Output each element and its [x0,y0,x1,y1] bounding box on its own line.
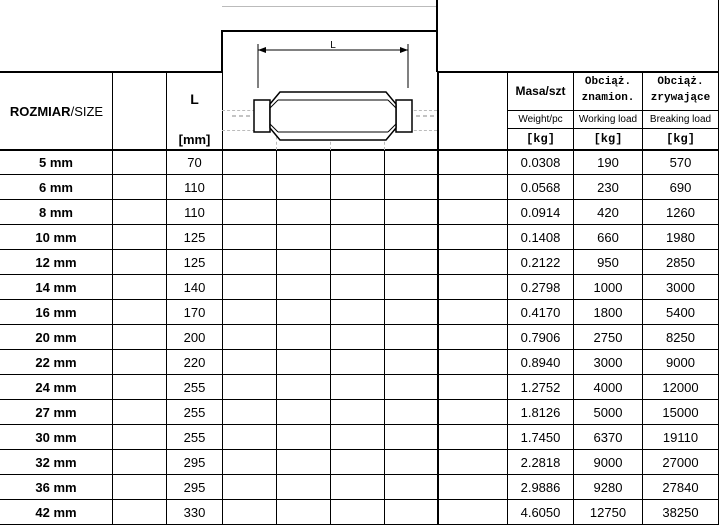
col-line-d1 [276,150,277,525]
cell-size: 16 mm [35,305,77,320]
cell-breaking-load: 5400 [666,305,695,320]
cell-breaking-load: 19110 [662,430,699,445]
cell-working-load: 12750 [589,505,627,520]
drawing-guide-line [222,6,437,7]
cell-mass: 0.0914 [520,205,561,220]
cell-size: 6 mm [39,180,73,195]
cell-length: 125 [183,230,206,245]
drawing-dimension-label: L [330,39,336,51]
col-line-d3 [384,150,385,525]
wll-subheader: Working load [578,114,638,125]
cell-mass: 0.0308 [520,155,561,170]
break-subheader: Breaking load [649,114,712,125]
cell-size: 20 mm [35,330,77,345]
cell-length: 255 [183,380,206,395]
cell-working-load: 230 [597,180,619,195]
cell-mass: 2.9886 [520,480,561,495]
wll-header-line1: Obciąż. [584,76,632,88]
break-header [643,74,718,110]
cell-breaking-load: 9000 [666,355,695,370]
cell-working-load: 9280 [593,480,623,495]
mass-subheader: Weight/pc [518,114,563,125]
cell-size: 8 mm [39,205,73,220]
size-header-pl: ROZMIAR [9,103,71,119]
break-header-line2: zrywające [650,92,711,104]
cell-length: 255 [183,430,206,445]
cell-working-load: 420 [597,205,619,220]
cell-breaking-load: 1260 [666,205,695,220]
cell-length: 295 [183,455,206,470]
cell-working-load: 660 [597,230,619,245]
cell-length: 70 [187,155,202,170]
cell-working-load: 6370 [593,430,623,445]
cell-breaking-load: 690 [669,180,692,195]
cell-mass: 0.4170 [520,305,561,320]
cell-working-load: 950 [597,255,619,270]
cell-size: 24 mm [35,380,77,395]
wll-header [574,74,642,110]
cell-working-load: 5000 [593,405,623,420]
cell-length: 200 [183,330,206,345]
cell-mass: 0.0568 [520,180,561,195]
cell-length: 110 [184,205,205,220]
cell-size: 5 mm [39,155,73,170]
break-header-line1: Obciąż. [657,76,704,88]
cell-working-load: 2750 [593,330,623,345]
wll-unit: [kg] [593,132,623,146]
cell-working-load: 9000 [593,455,623,470]
cell-size: 22 mm [35,355,77,370]
cell-length: 110 [184,180,205,195]
cell-mass: 0.1408 [520,230,561,245]
cell-length: 330 [183,505,206,520]
cell-size: 14 mm [35,280,77,295]
cell-working-load: 4000 [593,380,623,395]
cell-size: 42 mm [35,505,77,520]
cell-length: 255 [183,405,206,420]
size-header-en: /SIZE [70,103,104,119]
break-unit: [kg] [666,132,695,146]
cell-mass: 0.7906 [520,330,561,345]
col-line-d2 [330,150,331,525]
cell-length: 140 [183,280,206,295]
cell-size: 27 mm [35,405,77,420]
cell-working-load: 190 [597,155,619,170]
cell-breaking-load: 2850 [666,255,695,270]
cell-mass: 0.8940 [520,355,561,370]
cell-length: 220 [183,355,206,370]
cell-mass: 1.2752 [520,380,561,395]
cell-length: 295 [183,480,206,495]
cell-size: 12 mm [35,255,77,270]
cell-breaking-load: 27000 [662,455,699,470]
cell-mass: 2.2818 [520,455,561,470]
length-unit: [mm] [178,131,211,147]
cell-mass: 1.8126 [520,405,561,420]
cell-breaking-load: 12000 [662,380,699,395]
cell-size: 32 mm [35,455,77,470]
cell-breaking-load: 1980 [666,230,695,245]
cell-mass: 0.2122 [520,255,561,270]
mass-unit: [kg] [526,132,555,146]
cell-breaking-load: 27840 [662,480,699,495]
mass-header: Masa/szt [515,84,566,98]
cell-mass: 1.7450 [520,430,561,445]
cell-breaking-load: 15000 [662,405,699,420]
cell-mass: 0.2798 [520,280,561,295]
cell-breaking-load: 8250 [666,330,695,345]
cell-breaking-load: 3000 [666,280,695,295]
cell-size: 10 mm [35,230,77,245]
length-header: L [190,91,199,107]
wll-header-line2: znamion. [581,92,635,104]
cell-length: 170 [183,305,206,320]
cell-size: 36 mm [35,480,77,495]
size-column-header [0,72,113,150]
cell-breaking-load: 38250 [662,505,699,520]
cell-breaking-load: 570 [669,155,692,170]
cell-mass: 4.6050 [520,505,561,520]
cell-length: 125 [183,255,206,270]
header-top-line-right [437,71,719,73]
cell-size: 30 mm [35,430,77,445]
cell-working-load: 1000 [593,280,623,295]
cell-working-load: 3000 [593,355,623,370]
cell-working-load: 1800 [593,305,623,320]
